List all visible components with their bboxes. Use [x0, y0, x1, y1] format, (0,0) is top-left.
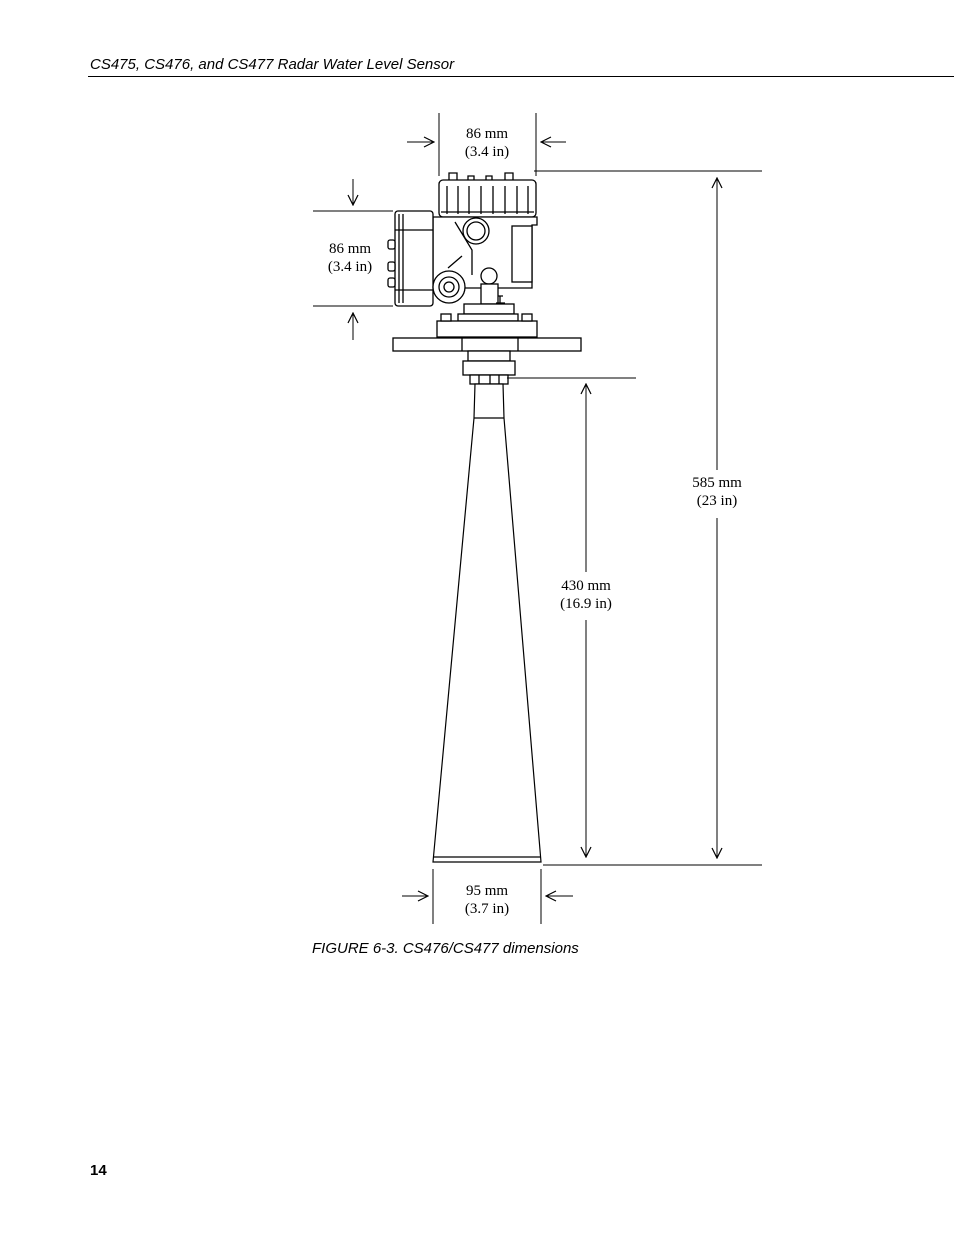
dimension-top-width: [465, 126, 509, 160]
dimension-side-width-metric: 86 mm: [328, 241, 372, 257]
dimension-side-width: [328, 241, 372, 275]
page-number: 14: [90, 1162, 107, 1179]
dimension-top-width-imperial: (3.4 in): [464, 144, 510, 160]
dimension-top-width-metric: 86 mm: [465, 126, 509, 142]
dimension-horn-diameter-metric: 95 mm: [465, 883, 509, 899]
figure-caption: FIGURE 6-3. CS476/CS477 dimensions: [312, 940, 579, 957]
dimension-side-width-imperial: (3.4 in): [327, 259, 373, 275]
dimension-horn-length: [560, 578, 612, 612]
running-head: CS475, CS476, and CS477 Radar Water Level Sensor: [90, 56, 455, 73]
dimension-overall-height-metric: 585 mm: [692, 475, 742, 491]
dimension-overall-height-imperial: (23 in): [696, 493, 738, 509]
dimension-horn-diameter: [465, 883, 509, 917]
dimension-horn-length-metric: 430 mm: [561, 578, 611, 594]
dimension-horn-length-imperial: (16.9 in): [560, 596, 612, 612]
dimension-lines: [313, 113, 762, 924]
antenna-horn: [433, 384, 541, 862]
dimension-overall-height: [692, 475, 742, 509]
dimension-horn-diameter-imperial: (3.7 in): [464, 901, 510, 917]
sensor-flange: [393, 314, 581, 384]
sensor-housing: [388, 173, 537, 321]
